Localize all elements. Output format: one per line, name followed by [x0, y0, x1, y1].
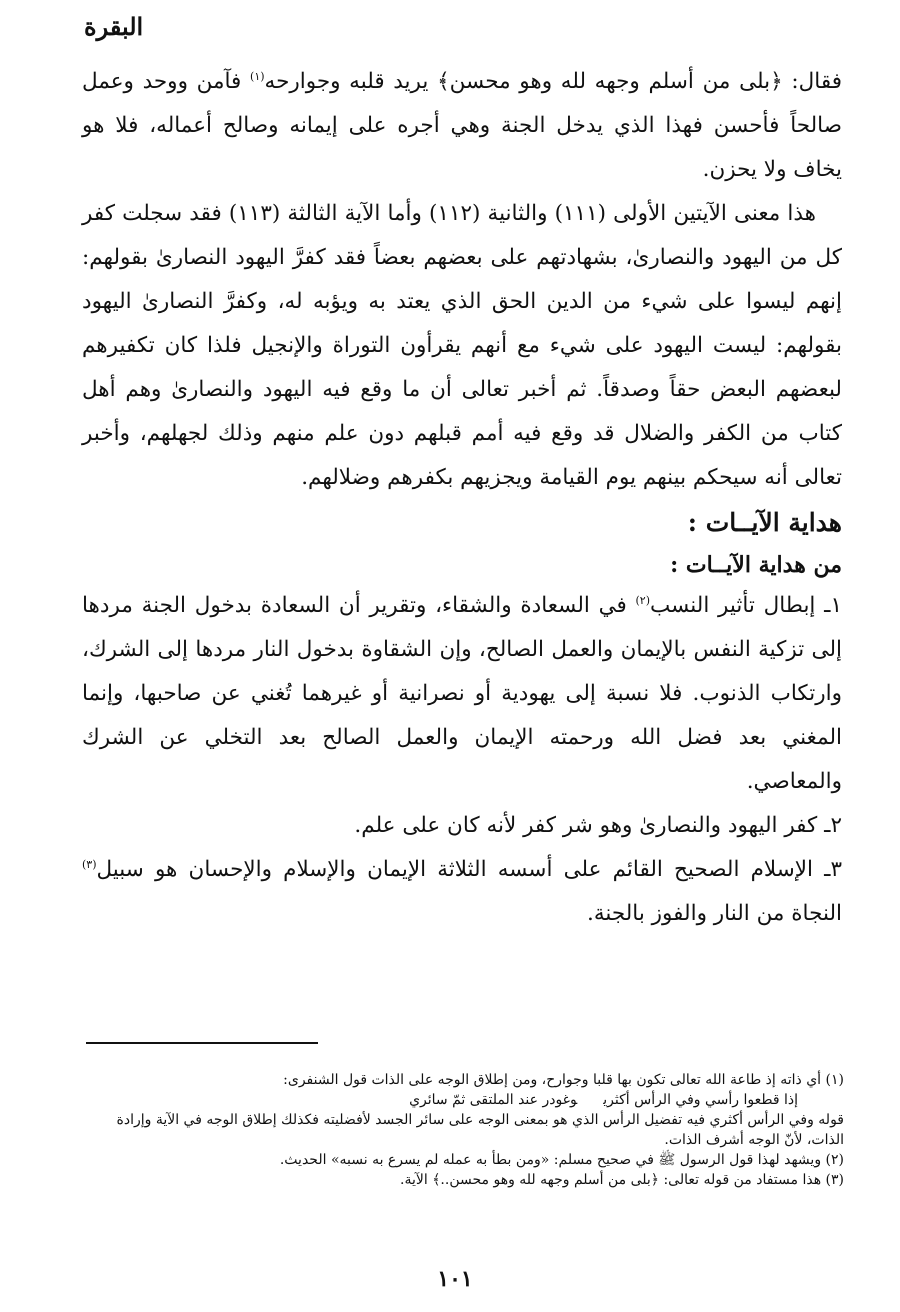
point-3-end: النجاة من النار والفوز بالجنة.	[587, 901, 842, 926]
footnotes	[84, 1070, 844, 1190]
page-number: ١٠١	[437, 1266, 473, 1292]
paragraph-2: هذا معنى الآيتين الأولى (١١١) والثانية (١١٢) وأما الآية الثالثة (١١٣) فقد سجلت كفر كل من اليهود والنصارىٰ، بشهادتهم على بعضهم بعضاً فقد كفرَّ اليهود النصارىٰ بقولهم: إنهم ليسوا على شيء من الدين الحق الذي يعتد به ويؤبه له، وكفرَّ النصارىٰ اليهود بقولهم: ليست اليهود على شيء مع أنهم يقرأون التوراة والإنجيل فلذا كان تكفيرهم لبعضهم البعض حقاً وصدقاً. ثم أخبر تعالى أن ما وقع فيه اليهود والنصارىٰ وهم أهل كتاب من الكفر والضلال قد وقع فيه أمم قبلهم دون علم منهم وذلك لجهلهم، وأخبر تعالى أنه سيحكم بينهم يوم القيامة ويجزيهم بكفرهم وضلالهم.	[82, 201, 842, 490]
footnote-1-continuation: قوله وفي الرأس أكثري فيه تفضيل الرأس الذي هو بمعنى الوجه على سائر الجسد لأفضليته فكذلك إطلاق الوجه في الآية وإرادة الذات، لأنّ الوجه أشرف الذات.	[116, 1112, 844, 1148]
footnote-1-verse-second: وغودر عند الملتقى ثمّ سائري	[409, 1092, 578, 1108]
point-1-end: في السعادة والشقاء، وتقرير أن السعادة بدخول الجنة مردها إلى تزكية النفس بالإيمان والعمل الصالح، وإن الشقاوة بدخول النار مردها إلى الشرك، وارتكاب الذنوب. فلا نسبة إلى يهودية أو نصرانية أو غيرهما تُغني عن صاحبها، وإنما المغني بعد فضل الله ورحمته الإيمان والعمل الصالح بعد التخلي عن الشرك والمعاصي.	[82, 593, 842, 794]
footnote-1-verse	[84, 1090, 844, 1110]
running-header: البقرة	[84, 12, 144, 41]
paragraph-1	[82, 60, 842, 192]
point-3	[82, 848, 842, 936]
footnote-marker-3: (٣)	[82, 857, 97, 871]
footnote-marker-2: (٢)	[635, 593, 651, 607]
paragraph-1-end: فآمن ووحد وعمل صالحاً فأحسن فهذا الذي يدخل الجنة وهي أجره على إيمانه وصالح أعماله، فلا هو يخاف ولا يحزن.	[82, 69, 842, 182]
point-3-start: ٣ـ الإسلام الصحيح القائم على أسسه الثلاثة الإيمان والإسلام والإحسان هو سبيل	[96, 857, 842, 882]
footnote-1-verse-first: إذا قطعوا رأسي وفي الرأس أكثري	[603, 1092, 798, 1108]
point-1-start: ١ـ إبطال تأثير النسب	[650, 593, 842, 618]
footnote-2: (٢) ويشهد لهذا قول الرسول ﷺ في صحيح مسلم: «ومن بطأ به عمله لم يسرع به نسبه» الحديث.	[279, 1152, 844, 1168]
paragraph-1-start: فقال: ﴿بلى من أسلم وجهه لله وهو محسن﴾ يريد قلبه وجوارحه	[264, 69, 842, 94]
footnote-1: (١) أي ذاته إذ طاعة الله تعالى تكون بها قلبا وجوارح، ومن إطلاق الوجه على الذات قول الشنفرى:	[283, 1072, 844, 1088]
point-2: ٢ـ كفر اليهود والنصارىٰ وهو شر كفر لأنه كان على علم.	[354, 813, 842, 838]
section-heading: هداية الآيــات :	[687, 508, 842, 537]
footnote-marker-1: (١)	[250, 69, 265, 83]
footnote-3: (٣) هذا مستفاد من قوله تعالى: ﴿بلى من أسلم وجهه لله وهو محسن..﴾ الآية.	[400, 1172, 844, 1188]
sub-heading: من هداية الآيــات :	[670, 552, 842, 578]
footnote-divider	[86, 1042, 318, 1044]
point-1	[82, 584, 842, 804]
main-text	[82, 60, 842, 936]
